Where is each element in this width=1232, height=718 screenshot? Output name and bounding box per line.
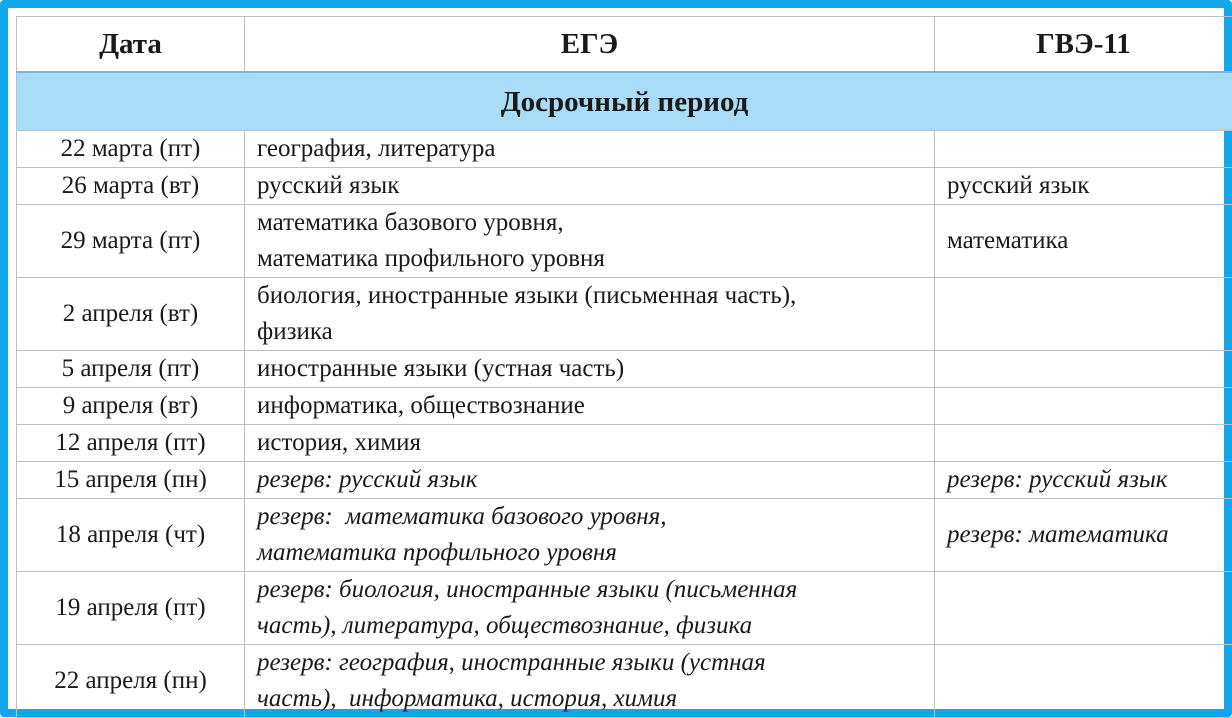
date-cell: 19 апреля (пт) [17,572,245,645]
date-cell: 22 апреля (пн) [17,645,245,718]
date-cell: 9 апреля (вт) [17,388,245,425]
table-row [17,205,1232,278]
gve-cell: математика [935,205,1232,278]
ege-line: резерв: биология, иностранные языки (письменная [257,572,922,608]
ege-line: математика профильного уровня [257,535,922,571]
period-row [17,72,1232,131]
table-row [17,425,1232,462]
ege-line: часть), литература, обществознание, физика [257,608,922,644]
ege-line: русский язык [257,168,922,204]
ege-line: география, литература [257,131,922,167]
column-header-ege: ЕГЭ [245,17,935,73]
ege-cell [245,499,935,572]
ege-cell [245,131,935,168]
gve-cell: русский язык [935,168,1232,205]
column-header-gve: ГВЭ-11 [935,17,1232,73]
ege-line: резерв: география, иностранные языки (устная [257,645,922,681]
table-row [17,499,1232,572]
ege-line: биология, иностранные языки (письменная часть), [257,278,922,314]
gve-cell [935,572,1232,645]
table-row [17,572,1232,645]
date-cell: 2 апреля (вт) [17,278,245,351]
ege-cell [245,425,935,462]
ege-cell [245,278,935,351]
date-cell: 22 марта (пт) [17,131,245,168]
table-row [17,645,1232,718]
table-row [17,131,1232,168]
date-cell: 26 марта (вт) [17,168,245,205]
ege-cell [245,388,935,425]
ege-cell [245,351,935,388]
ege-cell [245,645,935,718]
ege-line: физика [257,314,922,350]
gve-cell [935,645,1232,718]
ege-line: иностранные языки (устная часть) [257,351,922,387]
ege-cell [245,572,935,645]
gve-cell [935,278,1232,351]
ege-cell [245,462,935,499]
ege-line: часть), информатика, история, химия [257,681,922,717]
table-row [17,462,1232,499]
exam-schedule-table [16,16,1232,718]
ege-line: резерв: математика базового уровня, [257,499,922,535]
period-title: Досрочный период [17,72,1232,131]
ege-line: история, химия [257,425,922,461]
ege-cell [245,168,935,205]
table-row [17,388,1232,425]
date-cell: 29 марта (пт) [17,205,245,278]
ege-line: информатика, обществознание [257,388,922,424]
column-header-date: Дата [17,17,245,73]
table-row [17,351,1232,388]
date-cell: 12 апреля (пт) [17,425,245,462]
table-row [17,278,1232,351]
ege-line: математика профильного уровня [257,241,922,277]
table-row [17,168,1232,205]
gve-cell [935,131,1232,168]
ege-cell [245,205,935,278]
gve-cell [935,425,1232,462]
gve-cell: резерв: русский язык [935,462,1232,499]
gve-cell [935,388,1232,425]
ege-line: математика базового уровня, [257,205,922,241]
header-row [17,17,1232,73]
date-cell: 5 апреля (пт) [17,351,245,388]
ege-line: резерв: русский язык [257,462,922,498]
date-cell: 15 апреля (пн) [17,462,245,499]
gve-cell [935,351,1232,388]
gve-cell: резерв: математика [935,499,1232,572]
date-cell: 18 апреля (чт) [17,499,245,572]
